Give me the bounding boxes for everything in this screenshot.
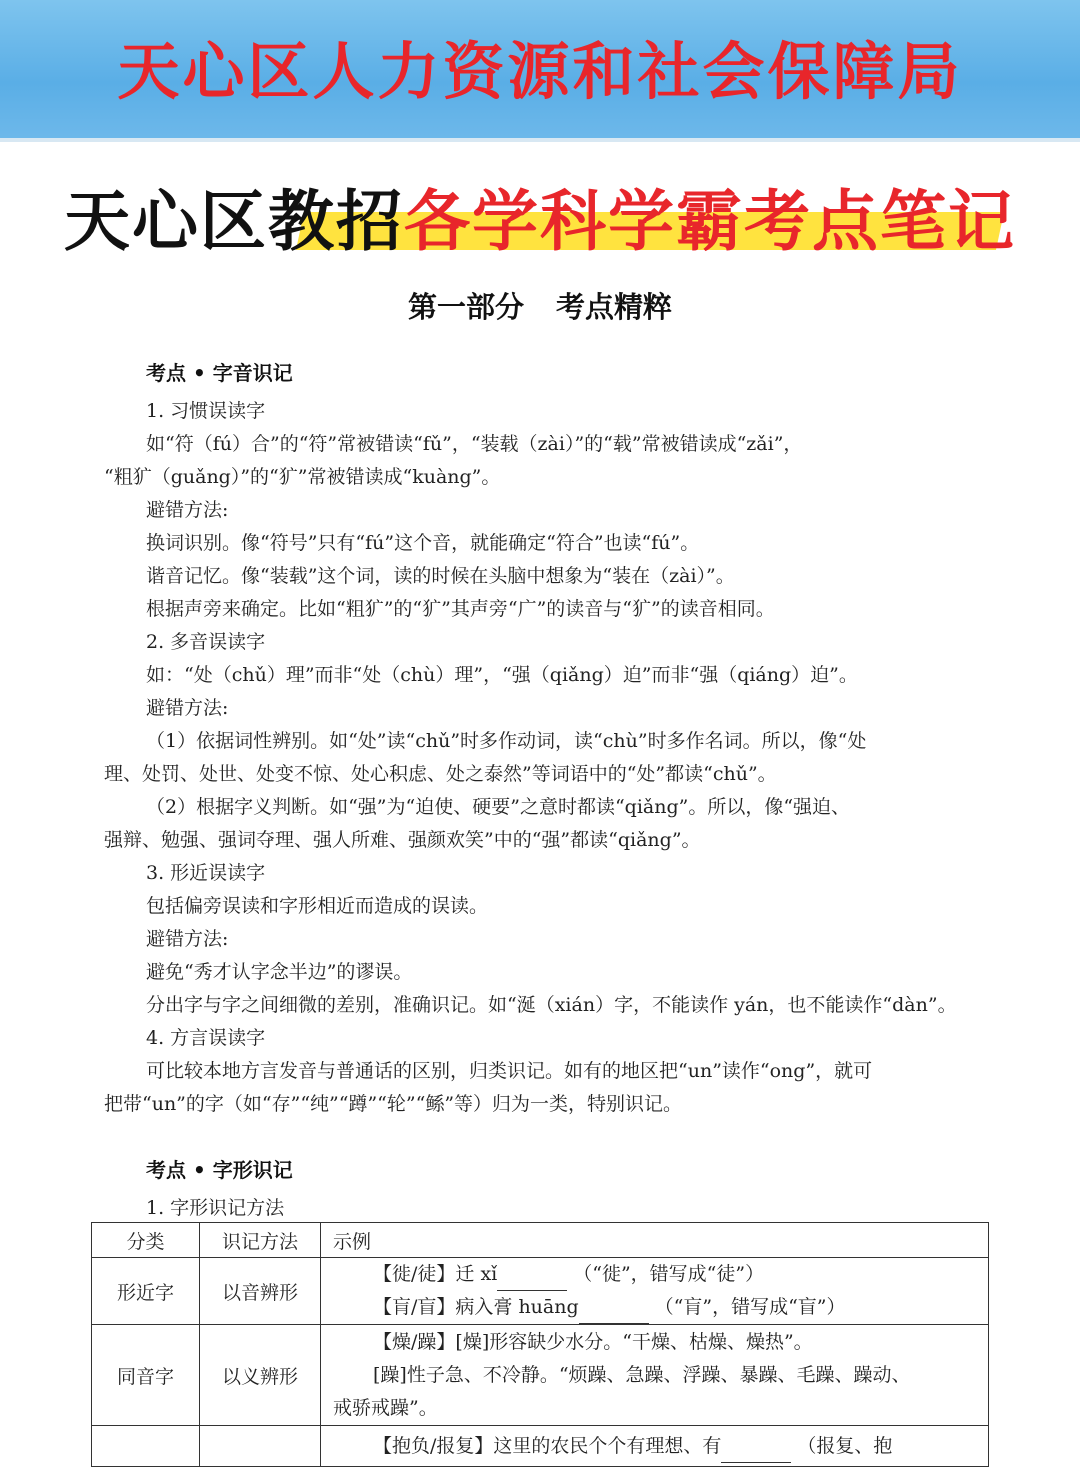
kp1-line: 避错方法: (146, 499, 229, 521)
headline-part2: 各学科学霸考点笔记 (404, 182, 1016, 260)
table-cell-example (321, 1258, 989, 1325)
example-line: [躁]性子急、不冷静。“烦躁、急躁、浮躁、暴躁、毛躁、躁动、 (373, 1363, 911, 1386)
fill-blank (579, 1305, 649, 1324)
kp1-line: 如“符（fú）合”的“符”常被错读“fǔ”，“装载（zài）”的“载”常被错读成“zǎi”， (146, 433, 803, 455)
kp1-line: 避错方法: (146, 697, 229, 719)
kp1-title: 考点 • 字音识记 (146, 361, 293, 385)
header-banner (0, 0, 1080, 138)
kp1-line: 3. 形近误读字 (146, 862, 266, 884)
banner-title: 天心区人力资源和社会保障局 (117, 35, 963, 108)
kp1-line: 2. 多音误读字 (146, 631, 266, 653)
fill-blank (497, 1272, 567, 1291)
table-cell-category: 形近字 (92, 1258, 200, 1325)
kp1-line: 理、处罚、处世、处变不惊、处心积虑、处之泰然”等词语中的“处”都读“chǔ”。 (104, 763, 777, 785)
kp1-line: 强辩、勉强、强词夺理、强人所难、强颜欢笑”中的“强”都读“qiǎng”。 (104, 829, 701, 851)
kp1-line: 可比较本地方言发音与普通话的区别，归类识记。如有的地区把“un”读作“ong”，就可 (146, 1060, 873, 1082)
table-cell-category (92, 1426, 200, 1467)
kp1-line: （2）根据字义判断。如“强”为“迫使、硬要”之意时都读“qiǎng”。所以，像“强迫、 (146, 796, 851, 818)
example-line: 戒骄戒躁”。 (333, 1396, 438, 1419)
example-text: 【肓/盲】病入膏 huāng (373, 1296, 579, 1318)
example-text: 【抱负/报复】这里的农民个个有理想、有 (373, 1434, 722, 1457)
kp1-line: 避免“秀才认字念半边”的谬误。 (146, 961, 413, 983)
table-cell-method (200, 1426, 321, 1467)
glyph-table (91, 1222, 989, 1467)
example-note: （报复、抱 (797, 1434, 893, 1457)
table-header: 识记方法 (200, 1223, 321, 1258)
table-header: 分类 (92, 1223, 200, 1258)
example-note: （“肓”，错写成“盲”） (654, 1296, 846, 1318)
kp1-line: 4. 方言误读字 (146, 1027, 266, 1049)
headline-part1: 天心区教招 (64, 182, 404, 260)
kp1-line: 避错方法: (146, 928, 229, 950)
kp1-line: 谐音记忆。像“装载”这个词，读的时候在头脑中想象为“装在（zài）”。 (146, 565, 735, 587)
kp1-line: 包括偏旁误读和字形相近而造成的误读。 (146, 895, 489, 917)
kp2-subtitle: 1. 字形识记方法 (146, 1197, 285, 1219)
table-cell-method: 以义辨形 (200, 1325, 321, 1426)
section-part: 第一部分 (407, 290, 524, 324)
table-row (92, 1325, 989, 1426)
kp1-line: 1. 习惯误读字 (146, 400, 266, 422)
table-cell-example (321, 1325, 989, 1426)
table-header-row (92, 1223, 989, 1258)
headline (0, 168, 1080, 263)
table-row (92, 1426, 989, 1467)
table-cell-example (321, 1426, 989, 1467)
example-text: 【徙/徒】迁 xǐ (373, 1263, 498, 1285)
banner-divider (0, 138, 1080, 142)
example-line: 【燥/躁】[燥]形容缺少水分。“干燥、枯燥、燥热”。 (373, 1330, 813, 1353)
example-line (333, 1258, 988, 1291)
kp1-line: 换词识别。像“符号”只有“fú”这个音，就能确定“符合”也读“fú”。 (146, 532, 700, 554)
table-header: 示例 (321, 1223, 989, 1258)
fill-blank (721, 1444, 791, 1463)
example-line (333, 1291, 988, 1324)
kp1-line: “粗犷（guǎng）”的“犷”常被错读成“kuàng”。 (104, 466, 501, 488)
kp1-line: 分出字与字之间细微的差别，准确识记。如“涎（xián）字，不能读作 yán，也不能读作“dàn”。 (146, 994, 957, 1016)
table-row (92, 1258, 989, 1325)
section-name: 考点精粹 (556, 290, 673, 324)
example-line (333, 1430, 988, 1463)
kp2-title: 考点 • 字形识记 (146, 1158, 293, 1182)
kp1-line: 根据声旁来确定。比如“粗犷”的“犷”其声旁“广”的读音与“犷”的读音相同。 (146, 598, 775, 620)
kp1-line: （1）依据词性辨别。如“处”读“chǔ”时多作动词，读“chù”时多作名词。所以，像“处 (146, 730, 867, 752)
section-title (0, 285, 1080, 326)
table-cell-category: 同音字 (92, 1325, 200, 1426)
kp1-line: 把带“un”的字（如“存”“纯”“蹲”“轮”“鲧”等）归为一类，特别识记。 (104, 1093, 683, 1115)
kp1-line: 如：“处（chǔ）理”而非“处（chù）理”，“强（qiǎng）迫”而非“强（qiáng）迫”。 (146, 664, 858, 686)
example-note: （“徙”，错写成“徒”） (573, 1263, 765, 1285)
table-cell-method: 以音辨形 (200, 1258, 321, 1325)
